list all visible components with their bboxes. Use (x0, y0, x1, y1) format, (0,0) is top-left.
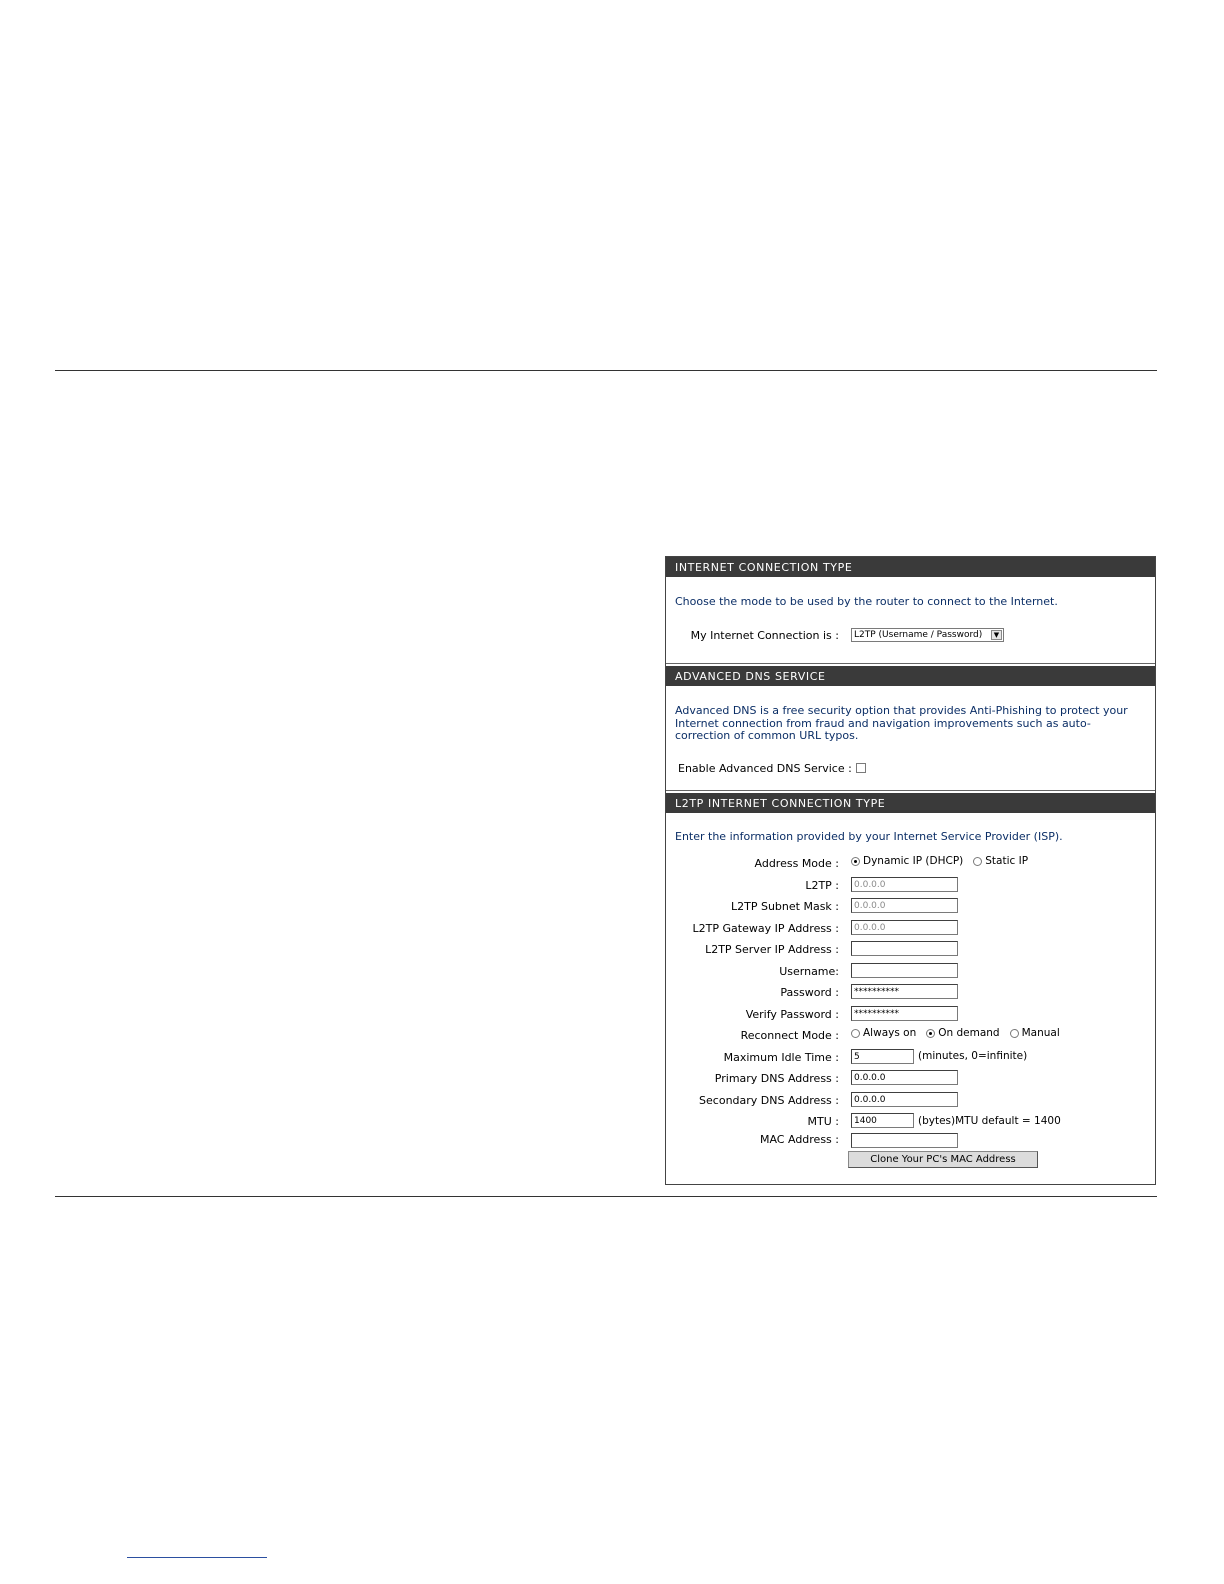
gateway-ip-row (666, 918, 1155, 940)
internet-connection-description: Choose the mode to be used by the router to connect to the Internet. (675, 595, 1058, 608)
radio-selected-icon[interactable] (851, 857, 860, 866)
mtu-hint: (bytes)MTU default = 1400 (918, 1114, 1061, 1127)
address-mode-dynamic-option[interactable]: Dynamic IP (DHCP) (851, 855, 963, 867)
primary-dns-input[interactable]: 0.0.0.0 (851, 1070, 958, 1085)
max-idle-time-label: Maximum Idle Time : (723, 1050, 839, 1064)
internet-connection-type-section (666, 577, 1155, 663)
clone-mac-button[interactable]: Clone Your PC's MAC Address (848, 1151, 1038, 1168)
reconnect-on-demand-option[interactable]: On demand (926, 1027, 999, 1039)
reconnect-manual-option[interactable]: Manual (1010, 1027, 1060, 1039)
l2tp-section (666, 813, 1155, 1171)
radio-icon[interactable] (1010, 1029, 1019, 1038)
server-ip-row (666, 939, 1155, 961)
section-header-l2tp: L2TP INTERNET CONNECTION TYPE (666, 793, 1155, 813)
username-label: Username: (779, 964, 839, 978)
server-ip-label: L2TP Server IP Address : (705, 943, 839, 956)
reconnect-mode-label: Reconnect Mode : (740, 1029, 839, 1042)
server-ip-input[interactable] (851, 941, 958, 956)
primary-dns-label: Primary DNS Address : (714, 1072, 839, 1085)
advanced-dns-description: Advanced DNS is a free security option that provides Anti-Phishing to protect your Internet connection from fraud and navigation improvements such as auto-correction of common URL typos. (675, 704, 1128, 742)
subnet-mask-input[interactable]: 0.0.0.0 (851, 898, 958, 913)
gateway-ip-input[interactable]: 0.0.0.0 (851, 920, 958, 935)
max-idle-time-row (666, 1047, 1155, 1069)
password-label: Password : (780, 986, 839, 999)
settings-panel (665, 556, 1156, 1185)
verify-password-label: Verify Password : (745, 1007, 839, 1021)
section-header-internet-connection-type: INTERNET CONNECTION TYPE (666, 557, 1155, 577)
l2tp-ip-label: L2TP : (805, 878, 839, 892)
connection-type-select[interactable] (851, 628, 1004, 642)
password-input[interactable]: ********** (851, 984, 958, 999)
l2tp-ip-row (666, 875, 1155, 897)
subnet-mask-row (666, 896, 1155, 918)
subnet-mask-label: L2TP Subnet Mask : (731, 900, 839, 913)
connection-type-label: My Internet Connection is : (690, 629, 839, 642)
advanced-dns-section (666, 686, 1155, 790)
address-mode-static-option[interactable]: Static IP (973, 855, 1028, 867)
mac-address-label: MAC Address : (759, 1132, 839, 1146)
l2tp-description: Enter the information provided by your Internet Service Provider (ISP). (675, 830, 1063, 843)
connection-type-value: L2TP (Username / Password) (854, 630, 983, 640)
chevron-down-icon[interactable]: ▼ (991, 630, 1002, 640)
address-mode-label: Address Mode : (754, 857, 839, 870)
clone-mac-row (666, 1151, 1155, 1171)
enable-advanced-dns-label: Enable Advanced DNS Service : (678, 762, 852, 775)
max-idle-time-hint: (minutes, 0=infinite) (918, 1050, 1028, 1062)
mtu-row (666, 1111, 1155, 1133)
radio-selected-icon[interactable] (926, 1029, 935, 1038)
secondary-dns-row (666, 1090, 1155, 1112)
bottom-divider (55, 1196, 1157, 1197)
footer-link-underline (127, 1557, 267, 1558)
max-idle-time-input[interactable]: 5 (851, 1049, 914, 1064)
verify-password-input[interactable]: ********** (851, 1006, 958, 1021)
mac-address-row (666, 1133, 1155, 1151)
gateway-ip-label: L2TP Gateway IP Address : (692, 921, 839, 935)
mac-address-input[interactable] (851, 1133, 958, 1148)
enable-advanced-dns-checkbox[interactable] (856, 763, 866, 773)
top-divider (55, 370, 1157, 371)
address-mode-row (666, 853, 1155, 875)
verify-password-row (666, 1004, 1155, 1026)
username-input[interactable] (851, 963, 958, 978)
reconnect-always-on-option[interactable]: Always on (851, 1027, 916, 1039)
username-row (666, 961, 1155, 983)
section-header-advanced-dns: ADVANCED DNS SERVICE (666, 666, 1155, 686)
radio-icon[interactable] (851, 1029, 860, 1038)
l2tp-ip-input[interactable]: 0.0.0.0 (851, 877, 958, 892)
radio-icon[interactable] (973, 857, 982, 866)
mtu-label: MTU : (807, 1115, 839, 1128)
mtu-input[interactable]: 1400 (851, 1113, 914, 1128)
password-row (666, 982, 1155, 1004)
reconnect-mode-row (666, 1025, 1155, 1047)
secondary-dns-input[interactable]: 0.0.0.0 (851, 1092, 958, 1107)
primary-dns-row (666, 1068, 1155, 1090)
secondary-dns-label: Secondary DNS Address : (699, 1093, 839, 1107)
